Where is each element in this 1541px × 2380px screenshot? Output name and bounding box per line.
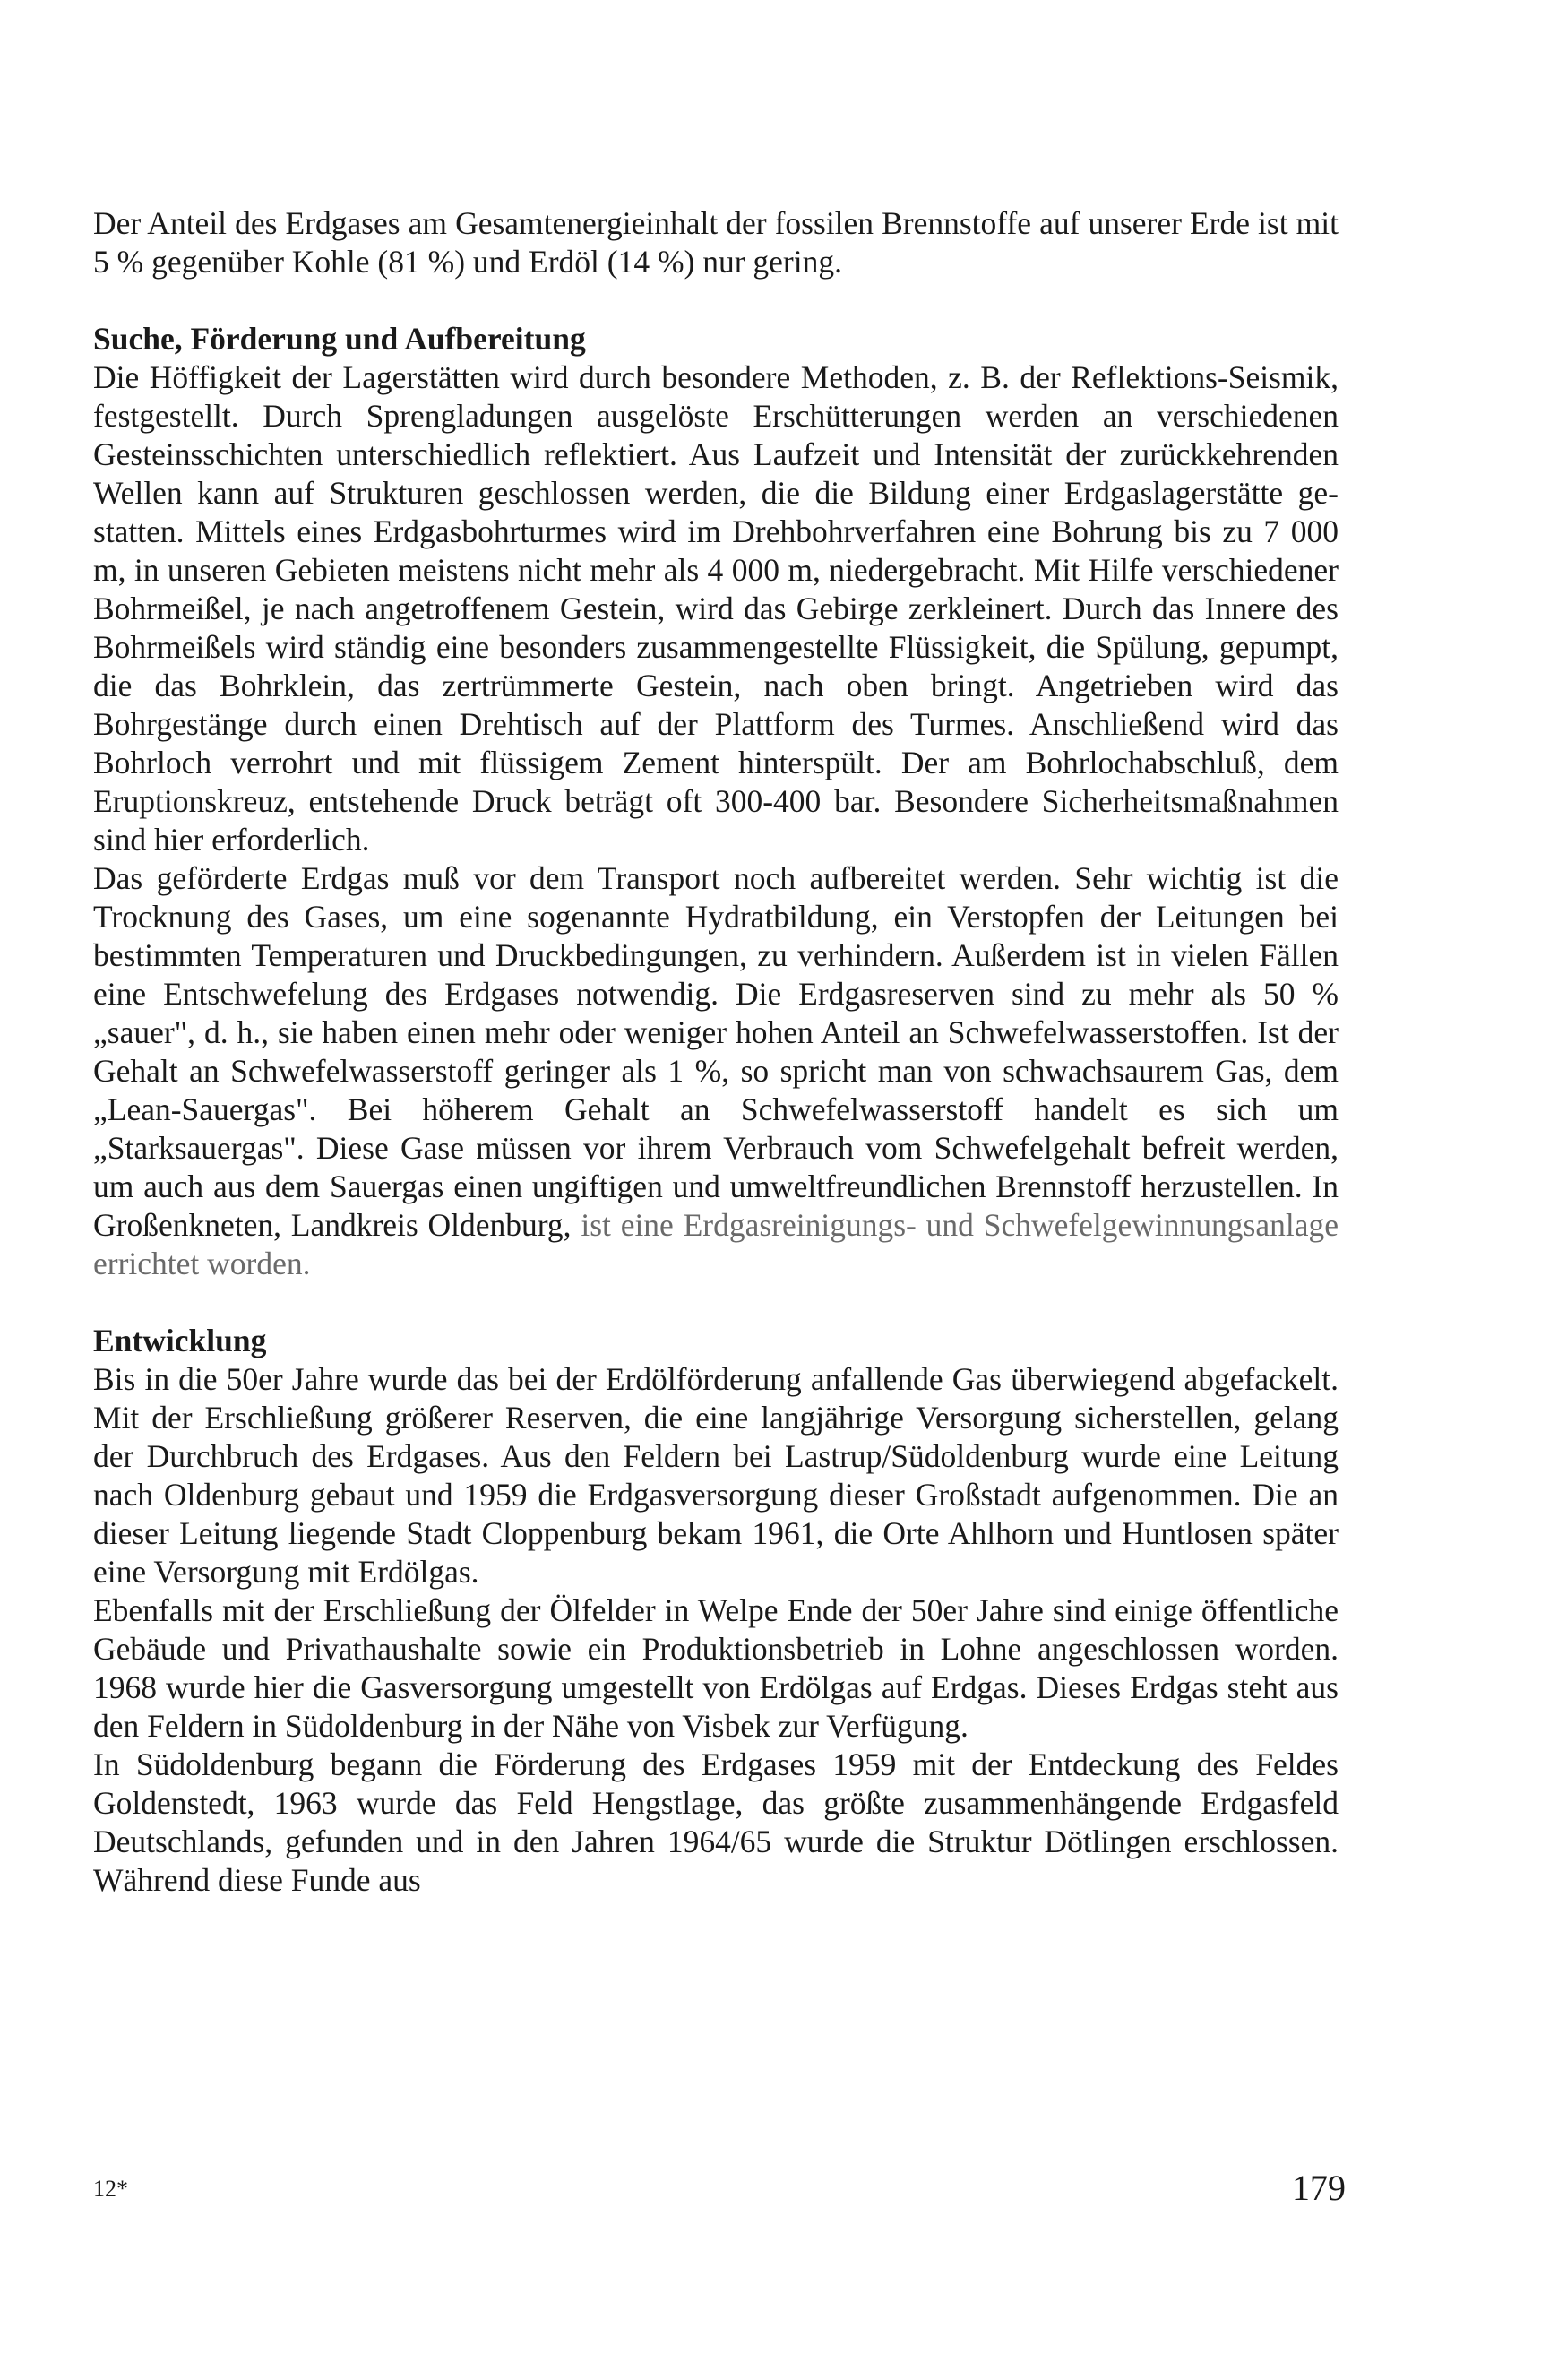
paragraph-processing-faint-text: ist eine Erdgasreinigungs- und Schwefelgewinnungsanlage errichtet worden. [93, 1207, 1339, 1281]
paragraph-exploration: Die Höffigkeit der Lagerstätten wird durch besondere Methoden, z. B. der Reflektions-Seismik, festgestellt. Durch Sprengladungen ausgelöste Erschütterungen werden an verschiedenen Gesteinsschichten unterschiedlich reflektiert. Aus Laufzeit und Intensität der zurückkehrenden Wellen kann auf Strukturen geschlossen werden, die die Bildung einer Erdgaslagerstätte gestatten. Mittels eines Erdgasbohrturmes wird im Drehbohrverfahren eine Bohrung bis zu 7 000 m, in unseren Gebieten meistens nicht mehr als 4 000 m, niedergebracht. Mit Hilfe verschiedener Bohrmeißel, je nach angetroffenem Gestein, wird das Gebirge zerkleinert. Durch das Innere des Bohrmeißels wird ständig eine besonders zusammengestellte Flüssigkeit, die Spülung, gepumpt, die das Bohrklein, das zertrümmerte Gestein, nach oben bringt. Angetrieben wird das Bohrgestänge durch einen Drehtisch auf der Plattform des Turmes. Anschließend wird das Bohrloch verrohrt und mit flüssigem Zement hinterspült. Der am Bohrlochabschluß, dem Eruptionskreuz, entstehende Druck beträgt oft 300-400 bar. Besondere Sicherheitsmaßnahmen sind hier erforderlich. [93, 359, 1339, 858]
intro-paragraph: Der Anteil des Erdgases am Gesamtenergieinhalt der fossilen Brennstoffe auf unserer Erde ist mit 5 % gegenüber Kohle (81 %) und Erdöl (14 %) nur gering. [93, 205, 1339, 280]
signature-mark: 12* [93, 2176, 128, 2202]
page-number: 179 [1292, 2168, 1346, 2208]
spacer [93, 1283, 1339, 1322]
paragraph-welpe: Ebenfalls mit der Erschließung der Ölfelder in Welpe Ende der 50er Jahre sind einige öffentliche Gebäude und Privathaushalte sowie ein Produktionsbetrieb in Lohne angeschlossen worden. 1968 wurde hier die Gasversorgung umgestellt von Erdölgas auf Erdgas. Dieses Erdgas steht aus den Feldern in Südoldenburg in der Nähe von Visbek zur Verfügung. [93, 1592, 1339, 1744]
section-heading-suche: Suche, Förderung und Aufbereitung [93, 321, 586, 357]
section-heading-entwicklung: Entwicklung [93, 1323, 267, 1358]
spacer [93, 281, 1339, 320]
paragraph-suedoldenburg: In Südoldenburg begann die Förderung des Erdgases 1959 mit der Entdeckung des Feldes Goldenstedt, 1963 wurde das Feld Hengstlage, das größte zusammenhängende Erdgasfeld Deutschlands, gefunden und in den Jahren 1964/65 wurde die Struktur Dötlingen erschlossen. Während diese Funde aus [93, 1746, 1339, 1898]
paragraph-history: Bis in die 50er Jahre wurde das bei der Erdölförderung anfallende Gas überwiegend abgefackelt. Mit der Erschließung größerer Reserven, die eine langjährige Versorgung sicherstellen, gelang der Durchbruch des Erdgases. Aus den Feldern bei Lastrup/Südoldenburg wurde eine Leitung nach Oldenburg gebaut und 1959 die Erdgasversorgung dieser Großstadt aufgenommen. Die an dieser Leitung liegende Stadt Cloppenburg bekam 1961, die Orte Ahlhorn und Huntlosen später eine Versorgung mit Erdölgas. [93, 1361, 1339, 1590]
page-body [93, 204, 1339, 1900]
page-footer [93, 2167, 1346, 2212]
paragraph-processing-text: Das geförderte Erdgas muß vor dem Transport noch aufbereitet werden. Sehr wichtig ist die Trocknung des Gases, um eine sogenannte Hydratbildung, ein Verstopfen der Leitungen bei bestimmten Temperaturen und Druckbedingungen, zu verhindern. Außerdem ist in vielen Fällen eine Entschwefelung des Erdgases notwendig. Die Erdgasreserven sind zu mehr als 50 % „sauer", d. h., sie haben einen mehr oder weniger hohen Anteil an Schwefelwasserstoffen. Ist der Gehalt an Schwefelwasserstoff geringer als 1 %, so spricht man von schwachsaurem Gas, dem „Lean-Sauergas". Bei höherem Gehalt an Schwefelwasserstoff handelt es sich um „Starksauergas". Diese Gase müssen vor ihrem Verbrauch vom Schwefelgehalt befreit werden, um auch aus dem Sauergas einen ungiftigen und umweltfreundlichen Brennstoff herzustellen. In Großenkneten, Landkreis Oldenburg, [93, 860, 1339, 1243]
paragraph-processing [93, 859, 1339, 1283]
